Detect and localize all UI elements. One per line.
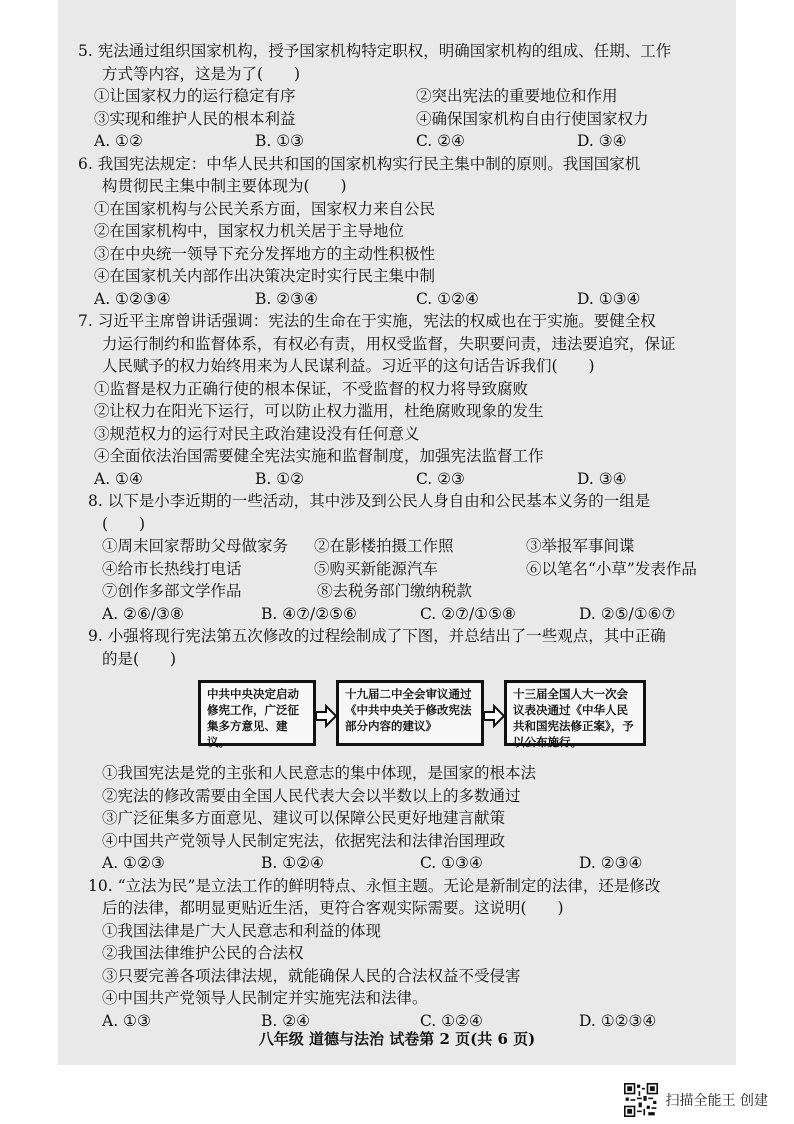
q10-statement-1: ①我国法律是广大人民意志和利益的体现 — [102, 921, 382, 940]
qr-code-icon — [624, 1083, 658, 1117]
question-7 — [78, 310, 738, 490]
q6-stem-line2: 构贯彻民主集中制主要体现为( ) — [102, 177, 347, 195]
q7-option-d: D. ③④ — [577, 469, 627, 488]
q9-option-c: C. ①③④ — [420, 854, 483, 872]
q6-option-d: D. ①③④ — [577, 289, 641, 308]
q7-statement-1: ①监督是权力正确行使的根本保证，不受监督的权力将导致腐败 — [94, 379, 529, 398]
q8-option-b: B. ④⑦/②⑤⑥ — [261, 604, 357, 623]
q10-statement-4: ④中国共产党领导人民制定并实施宪法和法律。 — [102, 989, 428, 1007]
q6-statement-1: ①在国家机构与公民关系方面，国家权力来自公民 — [94, 199, 436, 218]
q8-activity-4: ④给市长热线打电话 — [102, 559, 242, 578]
exam-content — [78, 40, 738, 1032]
q5-option-b: B. ①③ — [255, 132, 305, 150]
flow-step-1: 中共中央决定启动修宪工作，广泛征集多方意见、建议。 — [198, 680, 316, 746]
q5-option-a: A. ①② — [94, 132, 143, 150]
q6-option-c: C. ①②④ — [416, 289, 479, 308]
question-10 — [78, 875, 738, 1033]
q9-stem-line2: 的是( ) — [102, 649, 177, 668]
q7-option-b: B. ①② — [255, 469, 305, 488]
q8-stem-line2: ( ) — [102, 514, 146, 533]
q10-option-d: D. ①②③④ — [579, 1011, 657, 1030]
q6-stem-line1: 6. 我国宪法规定：中华人民共和国的国家机构实行民主集中制的原则。我国国家机 — [78, 154, 641, 173]
q8-activity-8: ⑧去税务部门缴纳税款 — [317, 582, 473, 600]
q8-activity-5: ⑤购买新能源汽车 — [314, 559, 439, 578]
q9-statement-2: ②宪法的修改需要由全国人民代表大会以半数以上的多数通过 — [102, 786, 521, 805]
q9-statement-3: ③广泛征集多方面意见、建议可以保障公民更好地建言献策 — [102, 809, 506, 827]
flow-arrow-1-icon — [316, 704, 336, 728]
q5-option-d: D. ③④ — [577, 132, 627, 150]
q5-statement-3: ③实现和维护人民的根本利益 — [94, 109, 296, 128]
q10-option-b: B. ②④ — [261, 1011, 311, 1030]
q9-option-d: D. ②③④ — [579, 854, 643, 872]
q10-stem-line1: 10. “立法为民”是立法工作的鲜明特点、永恒主题。无论是新制定的法律，还是修改 — [88, 876, 661, 895]
amendment-flowchart — [78, 676, 738, 758]
q8-stem-line1: 8. 以下是小李近期的一些活动，其中涉及到公民人身自由和公民基本义务的一组是 — [88, 492, 651, 510]
q5-option-c: C. ②④ — [416, 132, 465, 150]
q9-statement-4: ④中国共产党领导人民制定宪法，依据宪法和法律治国理政 — [102, 831, 506, 850]
scanner-watermark — [624, 1083, 768, 1117]
flow-step-3: 十三届全国人大一次会议表决通过《中华人民共和国宪法修正案》，予以公布施行。 — [504, 680, 646, 746]
q6-statement-2: ②在国家机构中，国家权力机关居于主导地位 — [94, 222, 405, 240]
question-5 — [78, 40, 738, 153]
q8-option-a: A. ②⑥/③⑧ — [102, 604, 184, 623]
question-6 — [78, 153, 738, 311]
q7-option-a: A. ①④ — [94, 469, 143, 488]
q7-statement-4: ④全面依法治国需要健全宪法实施和监督制度，加强宪法监督工作 — [94, 447, 544, 465]
q9-statement-1: ①我国宪法是党的主张和人民意志的集中体现，是国家的根本法 — [102, 764, 537, 782]
q9-option-a: A. ①②③ — [102, 854, 165, 872]
q9-option-b: B. ①②④ — [261, 854, 324, 872]
q10-option-c: C. ①②④ — [420, 1011, 483, 1030]
q5-stem-line1: 5. 宪法通过组织国家机构，授予国家机构特定职权，明确国家机构的组成、任期、工作 — [78, 42, 672, 60]
q6-statement-3: ③在中央统一领导下充分发挥地方的主动性积极性 — [94, 244, 436, 263]
q5-statement-1: ①让国家权力的运行稳定有序 — [94, 87, 296, 105]
q10-option-a: A. ①③ — [102, 1011, 151, 1030]
q8-option-c: C. ②⑦/①⑤⑧ — [420, 604, 516, 623]
q8-activity-6: ⑥以笔名“小草”发表作品 — [526, 559, 697, 578]
q7-stem-line1: 7. 习近平主席曾讲话强调：宪法的生命在于实施，宪法的权威也在于实施。要健全权 — [78, 312, 656, 330]
q8-activity-2: ②在影楼拍摄工作照 — [314, 537, 454, 555]
q5-stem-line2: 方式等内容，这是为了( ) — [102, 64, 301, 83]
page-footer: 八年级 道德与法治 试卷第 2 页(共 6 页) — [258, 1030, 536, 1048]
q8-activity-1: ①周末回家帮助父母做家务 — [102, 537, 289, 555]
q6-option-b: B. ②③④ — [255, 289, 318, 308]
q8-activity-3: ③举报军事间谍 — [526, 537, 635, 555]
q5-statement-2: ②突出宪法的重要地位和作用 — [416, 87, 618, 105]
q9-stem-line1: 9. 小强将现行宪法第五次修改的过程绘制成了下图，并总结出了一些观点，其中正确 — [88, 627, 666, 645]
q5-statement-4: ④确保国家机构自由行使国家权力 — [416, 109, 649, 128]
q7-stem-line2: 力运行制约和监督体系，有权必有责，用权受监督，失职要问责，违法要追究，保证 — [102, 334, 676, 353]
question-8 — [78, 490, 738, 625]
q7-stem-line3: 人民赋予的权力始终用来为人民谋利益。习近平的这句话告诉我们( ) — [102, 357, 595, 375]
flow-arrow-2-icon — [484, 704, 504, 728]
q7-option-c: C. ②③ — [416, 469, 465, 488]
q10-stem-line2: 后的法律，都明显更贴近生活，更符合客观实际需要。这说明( ) — [102, 899, 564, 917]
q7-statement-3: ③规范权力的运行对民主政治建设没有任何意义 — [94, 424, 420, 443]
q10-statement-2: ②我国法律维护公民的合法权 — [102, 944, 304, 962]
q8-option-d: D. ②⑤/①⑥⑦ — [579, 604, 676, 623]
q6-option-a: A. ①②③④ — [94, 289, 171, 308]
q7-statement-2: ②让权力在阳光下运行，可以防止权力滥用，杜绝腐败现象的发生 — [94, 402, 544, 420]
flow-step-2: 十九届二中全会审议通过《中共中央关于修改宪法部分内容的建议》 — [336, 680, 484, 746]
question-9 — [78, 625, 738, 875]
q8-activity-7: ⑦创作多部文学作品 — [102, 582, 242, 600]
q6-statement-4: ④在国家机关内部作出决策决定时实行民主集中制 — [94, 267, 436, 285]
q10-statement-3: ③只要完善各项法律法规，就能确保人民的合法权益不受侵害 — [102, 966, 521, 985]
scanner-brand-label: 扫描全能王 创建 — [665, 1093, 768, 1109]
